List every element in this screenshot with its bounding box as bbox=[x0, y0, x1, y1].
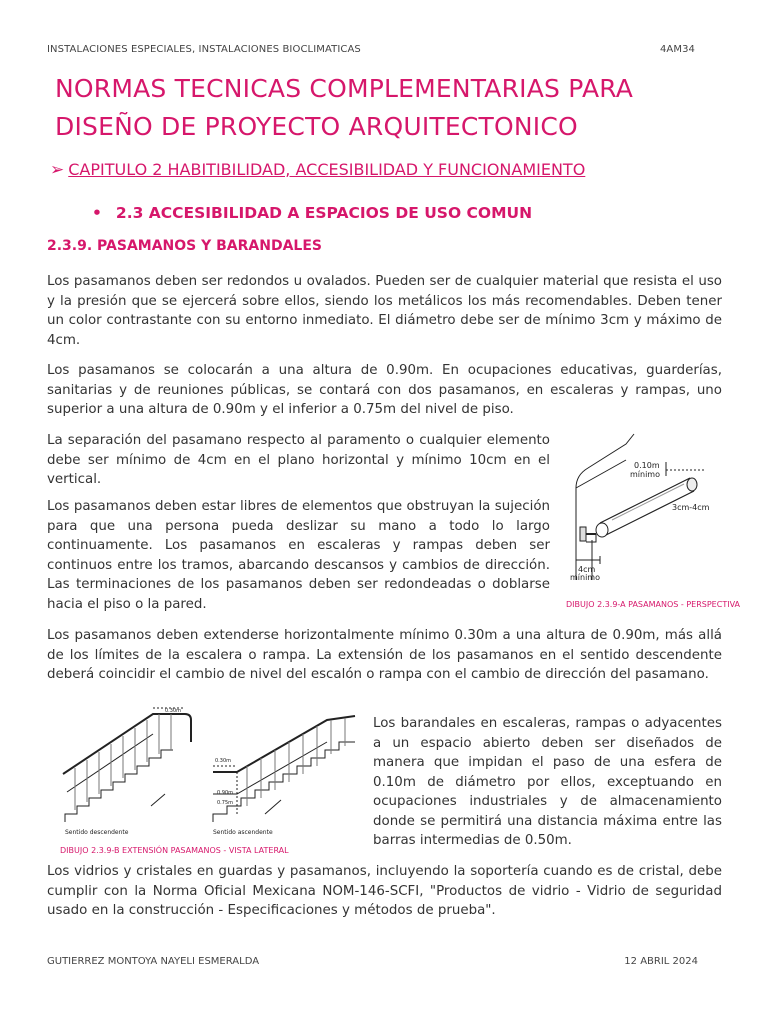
fig-a-label-top-1: 0.10m bbox=[634, 461, 660, 470]
figure-a-caption: DIBUJO 2.3.9-A PASAMANOS - PERSPECTIVA bbox=[566, 600, 740, 609]
section-heading bbox=[92, 204, 532, 222]
arrow-bullet-icon: ➢ bbox=[50, 160, 65, 180]
paragraph-5: Los pasamanos deben extenderse horizontalmente mínimo 0.30m a una altura de 0.90m, más allá de los límites de la escalera o rampa. La extensión de los pasamanos en el sentido descendente deberá coincidir el cambio de nivel del escalón o rampa con el cambio de dirección del pasamano. bbox=[47, 628, 722, 682]
fig-a-label-bottom-2: mínimo bbox=[570, 573, 600, 582]
fig-a-label-top-2: mínimo bbox=[630, 470, 660, 479]
chapter-text: CAPITULO 2 HABITIBILIDAD, ACCESIBILIDAD Y FUNCIONAMIENTO bbox=[68, 160, 586, 179]
fig-a-label-bottom-1: 4cm bbox=[578, 565, 596, 574]
paragraph-6: Los barandales en escaleras, rampas o adyacentes a un espacio abierto deben ser diseñados de manera que impidan el paso de una esfera de 0.10m de diámetro por ellos, exceptuando en ocupaciones industriales y de almacenamiento donde se permitirá una distancia máxima entre las barras intermedias de 0.50m. bbox=[373, 716, 722, 848]
subsection-heading: 2.3.9. PASAMANOS Y BARANDALES bbox=[47, 238, 322, 254]
fig-b-dim-h1: 0.90m bbox=[217, 790, 234, 796]
section-text: 2.3 ACCESIBILIDAD A ESPACIOS DE USO COMUN bbox=[115, 204, 533, 222]
paragraph-3: La separación del pasamano respecto al paramento o cualquier elemento debe ser mínimo de 4cm en el plano horizontal y mínimo 10cm en el vertical. bbox=[47, 433, 550, 487]
paragraph-1: Los pasamanos deben ser redondos u ovalados. Pueden ser de cualquier material que resista el uso y la presión que se ejercerá sobre ellos, siendo los metálicos los más recomendables. Deben tener un color contrastante con su entorno inmediato. El diámetro debe ser de mínimo 3cm y máximo de 4cm. bbox=[47, 274, 722, 348]
header-group: 4AM34 bbox=[659, 44, 695, 55]
fig-b-label-right: Sentido ascendente bbox=[213, 829, 273, 836]
handrail-perspective-figure bbox=[566, 430, 726, 600]
fig-b-label-left: Sentido descendente bbox=[65, 829, 129, 836]
bullet-icon: • bbox=[92, 204, 102, 222]
footer-date: 12 ABRIL 2024 bbox=[624, 956, 698, 967]
page-title: NORMAS TECNICAS COMPLEMENTARIAS PARA DISEÑO DE PROYECTO ARQUITECTONICO bbox=[55, 74, 634, 141]
header-course: INSTALACIONES ESPECIALES, INSTALACIONES BIOCLIMATICAS bbox=[47, 44, 361, 55]
paragraph-2: Los pasamanos se colocarán a una altura de 0.90m. En ocupaciones educativas, guarderías, sanitarias y de reuniones públicas, se contará con dos pasamanos, en escaleras y rampas, uno superior a una altura de 0.90m y el inferior a 0.75m del nivel de piso. bbox=[47, 363, 722, 417]
figure-b-caption: DIBUJO 2.3.9-B EXTENSIÓN PASAMANOS - VISTA LATERAL bbox=[60, 846, 289, 855]
fig-b-dim-h2: 0.75m bbox=[217, 800, 234, 806]
paragraph-7: Los vidrios y cristales en guardas y pasamanos, incluyendo la soportería cuando es de cristal, debe cumplir con la Norma Oficial Mexicana NOM-146-SCFI, "Productos de vidrio - Vidrio de seguridad usado en la construcción - Especificaciones y métodos de prueba". bbox=[47, 864, 722, 918]
fig-a-label-diameter: 3cm-4cm bbox=[672, 503, 710, 512]
fig-b-dim-top-right: 0.30m bbox=[215, 758, 232, 764]
footer-author: GUTIERREZ MONTOYA NAYELI ESMERALDA bbox=[47, 956, 260, 967]
handrail-side-view-figure bbox=[55, 702, 365, 842]
paragraph-4: Los pasamanos deben estar libres de elementos que obstruyan la sujeción para que una persona pueda deslizar su mano a todo lo largo continuamente. Los pasamanos en escaleras y rampas deben ser continuos entre los tramos, abarcando descansos y cambios de dirección. Las terminaciones de los pasamanos deben ser redondeadas o doblarse hacia el piso o la pared. bbox=[47, 499, 550, 612]
fig-b-dim-top-left: 0.30m bbox=[165, 708, 182, 714]
chapter-heading bbox=[50, 160, 585, 180]
